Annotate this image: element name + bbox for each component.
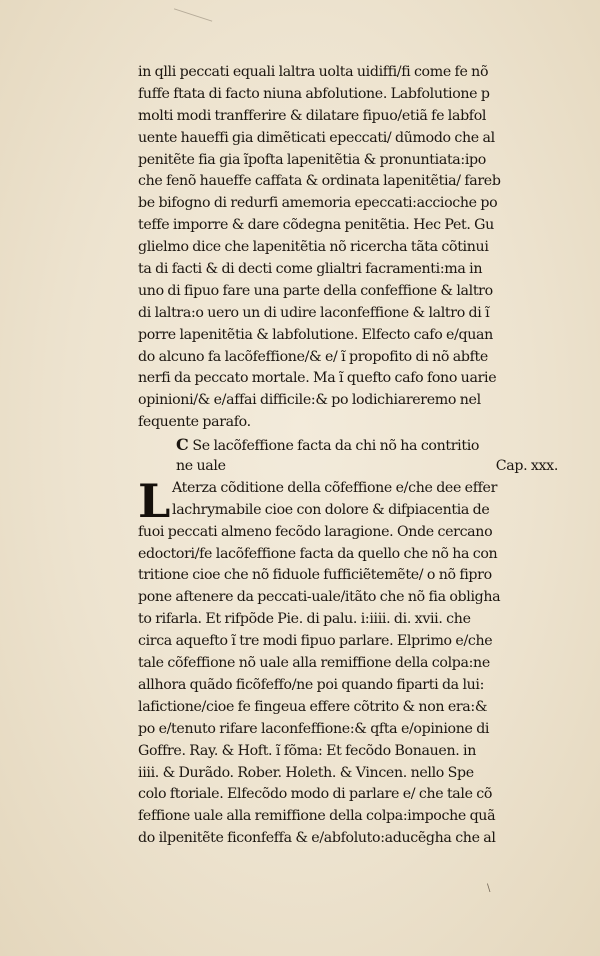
text-line: fuoi peccati almeno fecõdo laragione. Onde cercano [138, 523, 493, 540]
text-line: pone aftenere da peccati-uale/itãto che nõ fia obligha [138, 589, 501, 606]
heading-text-1: Se lacõfeffione facta da chi nõ ha contritio [192, 438, 480, 455]
drop-cap-initial: L [138, 473, 171, 528]
text-line: to rifarla. Et rifpõde Pie. di palu. i:iiii. di. xvii. che [138, 611, 471, 628]
text-line: Goffre. Ray. & Hoft. ĩ fõma: Et fecõdo Bonauen. in [138, 742, 477, 759]
text-line: di laltra:o uero un di udire laconfeffione & laltro di ĩ [138, 304, 490, 321]
text-line: tale cõfeffione nõ uale alla remiffione della colpa:ne [138, 655, 490, 672]
text-line: lachrymabile cioe con dolore & difpiacentia de [172, 501, 490, 518]
text-line: teffe imporre & dare cõdegna penitẽtia. Hec Pet. Gu [138, 217, 494, 234]
paragraph-1 [138, 62, 558, 434]
text-line: lafictione/cioe fe fingeua effere cõtrito & non era:& [138, 698, 488, 715]
heading-text-2: ne uale [176, 458, 226, 475]
paragraph-2 [138, 522, 558, 850]
text-line: feffione uale alla remiffione della colpa:impoche quã [138, 808, 496, 825]
text-line: fuffe ftata di facto niuna abfolutione. Labfolutione p [138, 85, 490, 102]
text-line: opinioni/& e/affai difficile:& po lodichiareremo nel [138, 392, 481, 409]
chapter-number: Cap. xxx. [495, 458, 558, 475]
text-line: edoctori/fe lacõfeffione facta da quello che nõ ha con [138, 545, 498, 562]
text-line: porre lapenitẽtia & labfolutione. Elfecto cafo e/quan [138, 326, 493, 343]
text-line: molti modi tranfferire & dilatare fipuo/etiã fe labfol [138, 107, 487, 124]
text-line: do ilpenitẽte ficonfeffa & e/abfoluto:aducẽgha che al [138, 830, 496, 847]
text-line: do alcuno fa lacõfeffione/& e/ ĩ propofito di nõ abfte [138, 348, 488, 365]
text-line: ta di facti & di decti come glialtri facramenti:ma in [138, 261, 483, 278]
chapter-heading-line-2 [138, 456, 558, 478]
paragraph-2-opening [138, 473, 558, 528]
text-line: che fenõ haueffe caffata & ordinata lapenitẽtia/ fareb [138, 173, 501, 190]
chapter-heading-line-1 [138, 434, 558, 456]
text-line: circa aquefto ĩ tre modi fipuo parlare. Elprimo e/che [138, 633, 493, 650]
initial-lines [138, 473, 558, 528]
bottom-mark: \ [487, 883, 491, 894]
text-line: tritione cioe che nõ fiduole fufficiẽtemẽte/ o nõ fipro [138, 567, 492, 584]
paragraph-mark-icon: C [176, 435, 189, 455]
text-line: glielmo dice che lapenitẽtia nõ ricercha tãta cõtinui [138, 239, 489, 256]
page-corner-mark [168, 8, 213, 40]
text-line: fequente parafo. [138, 414, 251, 431]
text-line: uente haueffi gia dimẽticati epeccati/ dũmodo che al [138, 129, 495, 146]
text-line: po e/tenuto rifare laconfeffione:& qfta e/opinione di [138, 720, 490, 737]
text-line: iiii. & Durãdo. Rober. Holeth. & Vincen. nello Spe [138, 764, 474, 781]
text-line: Aterza cõditione della cõfeffione e/che dee effer [172, 479, 498, 496]
text-line: nerfi da peccato mortale. Ma ĩ quefto cafo fono uarie [138, 370, 497, 387]
text-line: colo ftoriale. Elfecõdo modo di parlare e/ che tale cõ [138, 786, 493, 803]
text-line: be bifogno di redurfi amemoria epeccati:accioche po [138, 195, 498, 212]
text-line: uno di fipuo fare una parte della confeffione & laltro [138, 282, 493, 299]
text-line: in qlli peccati equali laltra uolta uidiffi/fi come fe nõ [138, 64, 489, 80]
text-line: penitẽte fia gia ĩpofta lapenitẽtia & pronuntiata:ipo [138, 151, 486, 168]
text-block [138, 62, 558, 850]
text-line: allhora quãdo ficõfeffo/ne poi quando fiparti da lui: [138, 676, 485, 693]
